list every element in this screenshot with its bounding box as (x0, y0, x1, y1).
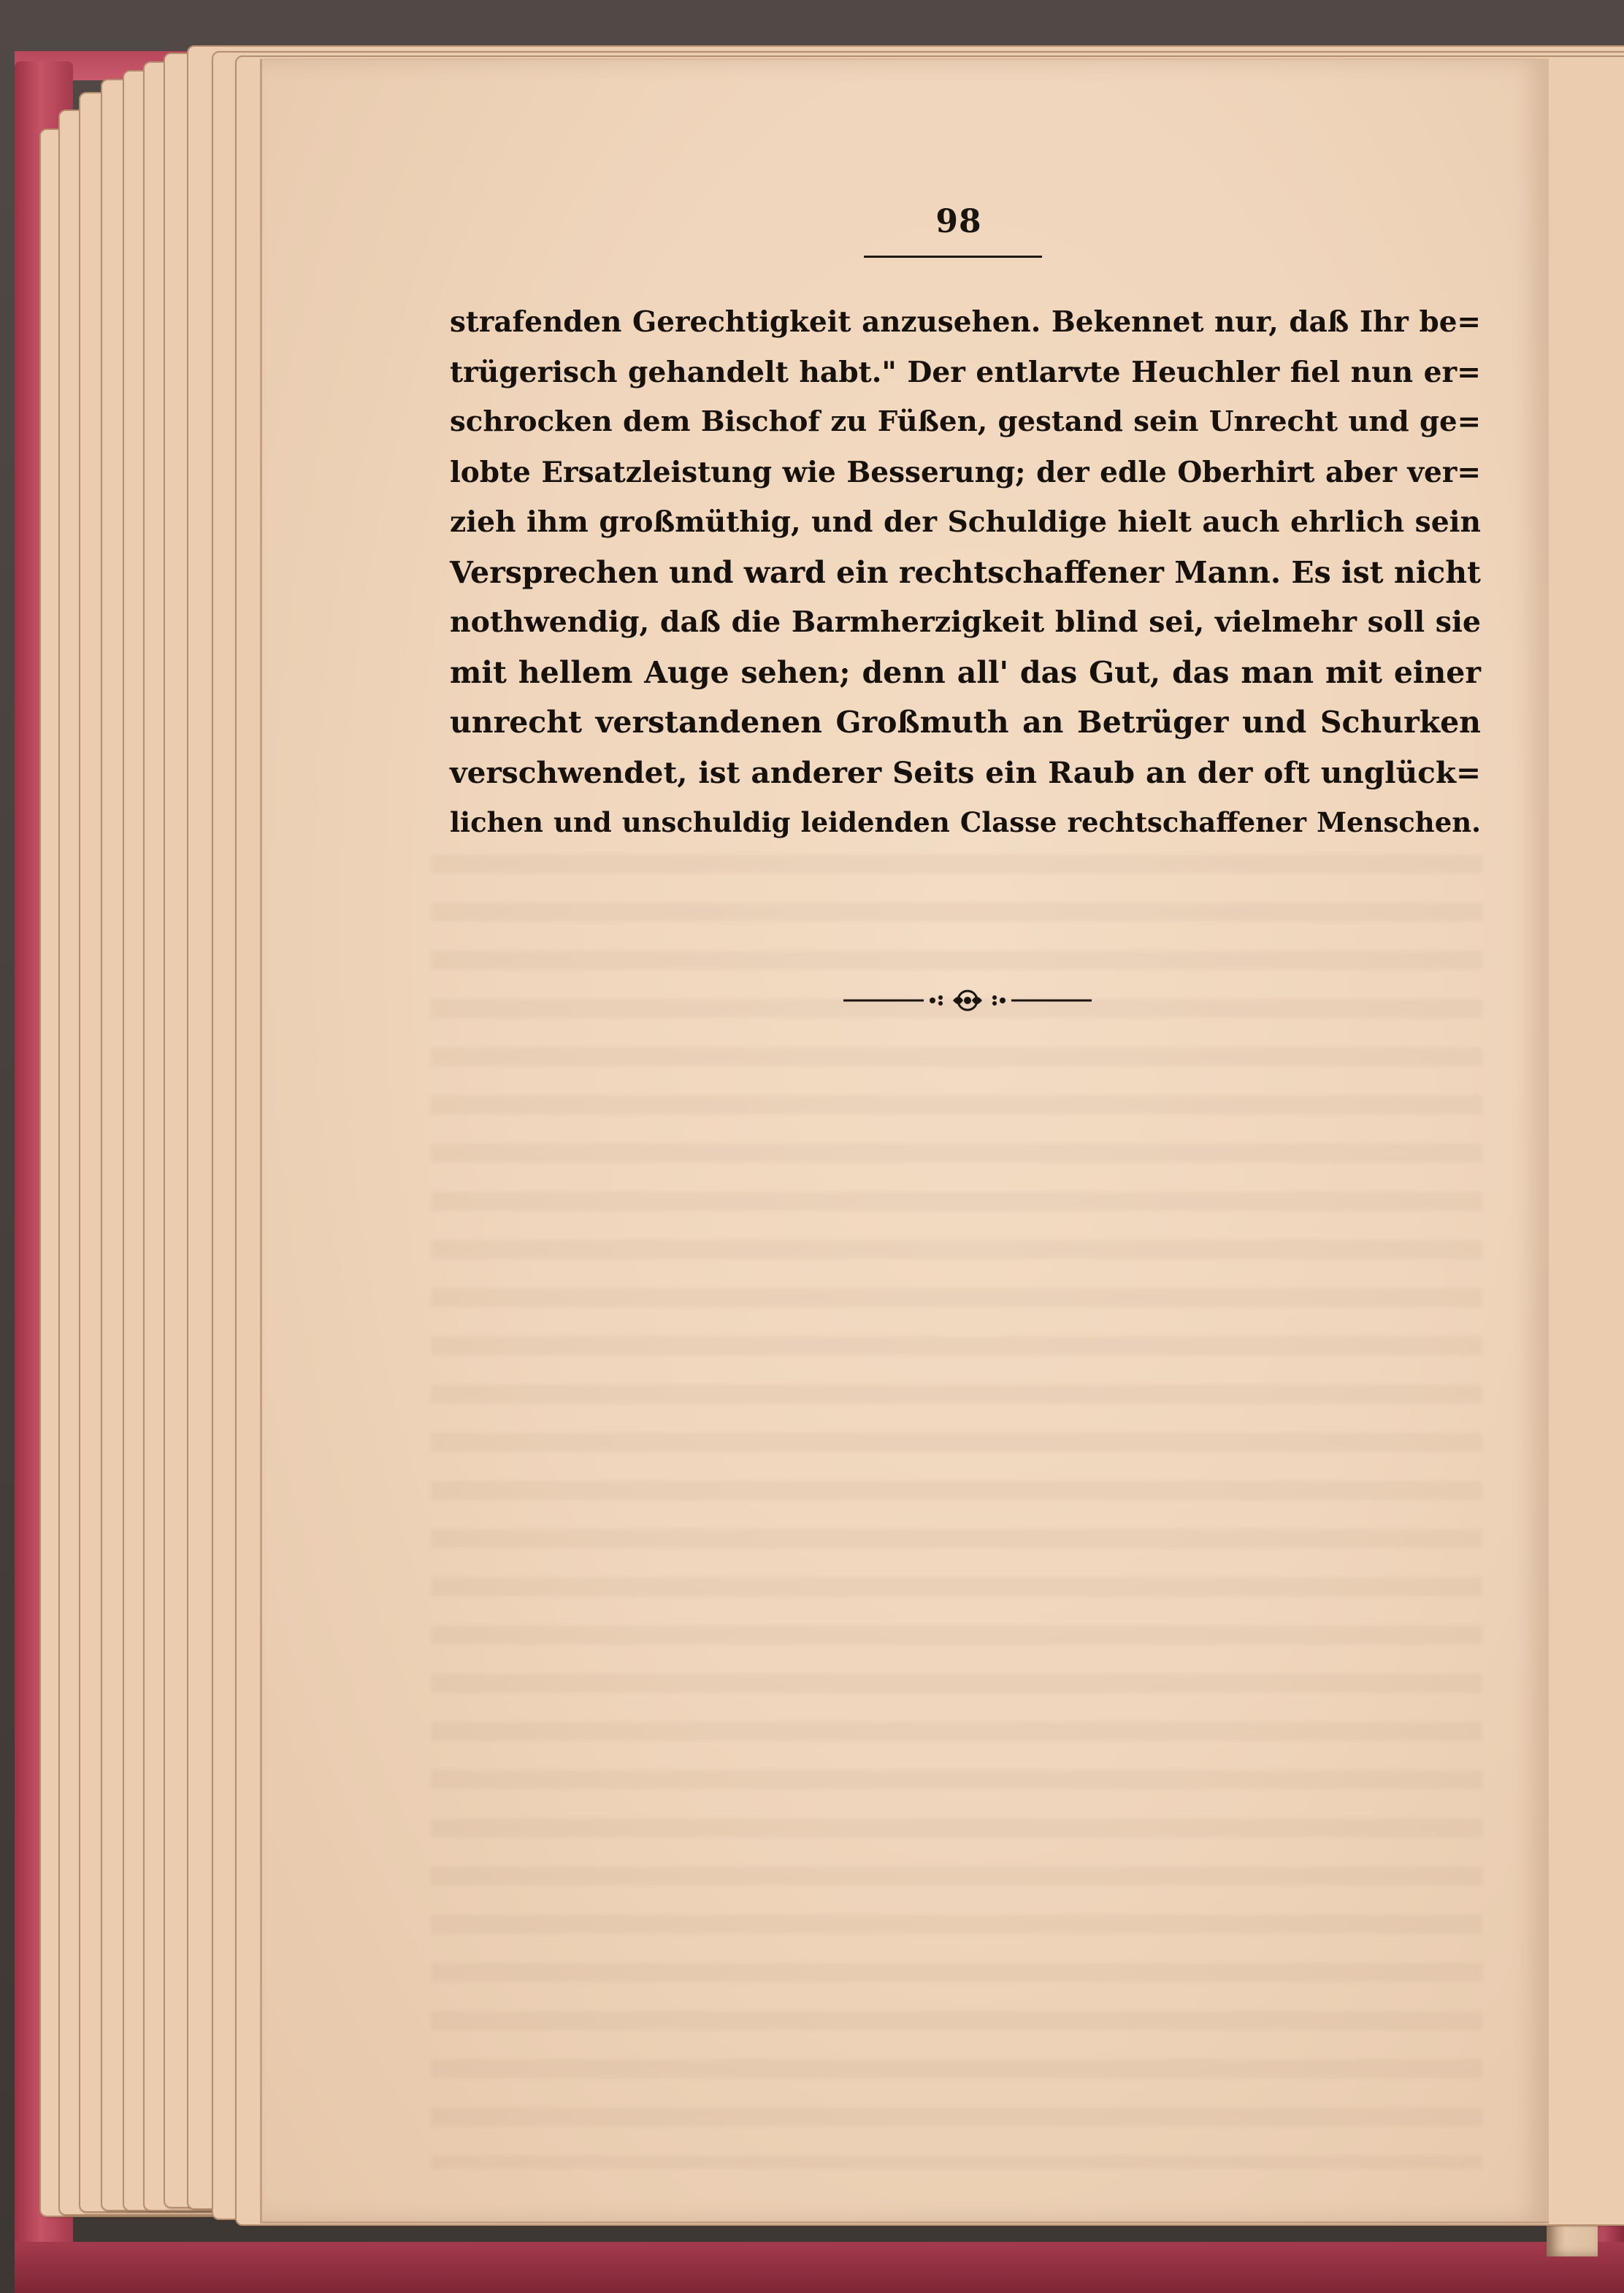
text-line: trügerisch gehandelt habt." Der entlarvte Heuchler fiel nun er= (450, 355, 1481, 389)
floral-ornament-icon (843, 987, 1092, 1014)
text-line: strafenden Gerechtigkeit anzusehen. Bekennet nur, daß Ihr be= (450, 305, 1481, 339)
text-line: schrocken dem Bischof zu Füßen, gestand sein Unrecht und ge= (450, 405, 1481, 438)
page-number-rule (864, 256, 1042, 258)
bleed-through-text (431, 854, 1482, 2169)
page-number: 98 (935, 203, 982, 240)
body-paragraph (450, 297, 1481, 848)
text-line: zieh ihm großmüthig, und der Schuldige hielt auch ehrlich sein (450, 505, 1481, 539)
text-line: lobte Ersatzleistung wie Besserung; der edle Oberhirt aber ver= (450, 455, 1481, 489)
text-line: verschwendet, ist anderer Seits ein Raub an der oft unglück= (450, 754, 1481, 790)
text-line: mit hellem Auge sehen; denn all' das Gut, das man mit einer (450, 654, 1481, 690)
text-line: lichen und unschuldig leidenden Classe rechtschaffener Menschen. (450, 806, 1481, 838)
text-line: nothwendig, daß die Barmherzigkeit blind sei, vielmehr soll sie (450, 605, 1481, 639)
text-line: unrecht verstandenen Großmuth an Betrüger und Schurken (450, 705, 1481, 740)
text-line: Versprechen und ward ein rechtschaffener Mann. Es ist nicht (450, 554, 1481, 590)
book-cover-bottom (15, 2242, 1624, 2293)
